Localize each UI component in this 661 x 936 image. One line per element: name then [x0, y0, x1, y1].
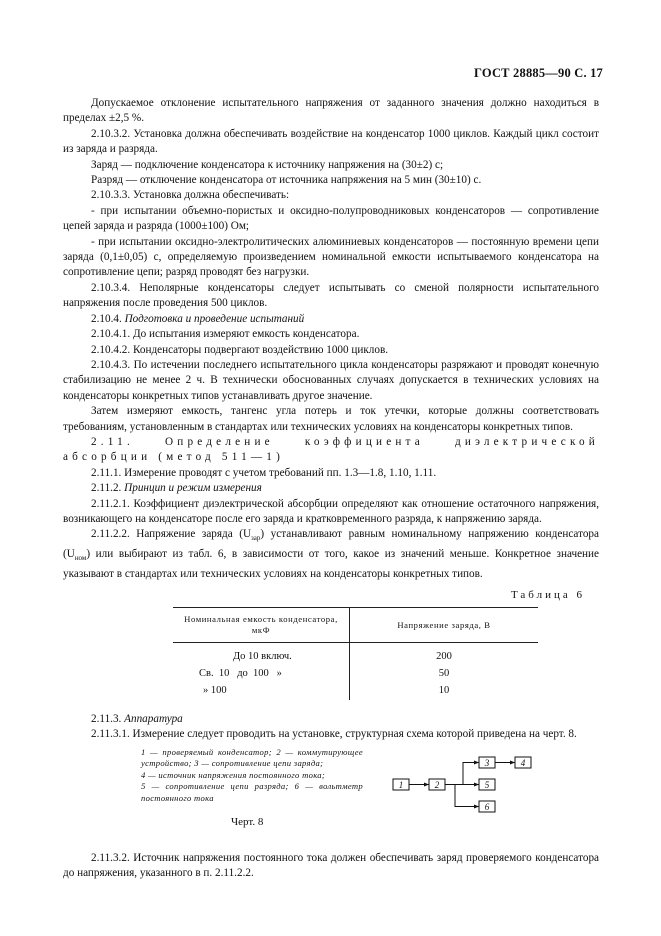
paragraph: 2.10.4.2. Конденсаторы подвергают воздействию 1000 циклов.: [91, 343, 389, 356]
legend-line: 4 — источник напряжения постоянного тока;: [141, 769, 326, 780]
section-title: Подготовка и проведение испытаний: [124, 312, 305, 325]
table-cell: » 100: [173, 682, 350, 699]
block-diagram: [391, 753, 541, 823]
block-label: 6: [484, 801, 490, 812]
section-heading: 2.11. Определение коэффициента диэлектрической абсорбции (метод 511—1): [63, 435, 599, 464]
paragraph: 2.10.3.3. Установка должна обеспечивать:: [91, 189, 290, 202]
figure-legend: [141, 747, 363, 805]
section-title: Аппаратура: [124, 712, 183, 725]
paragraph: 2.10.3.2. Установка должна обеспечивать воздействие на конденсатор 1000 циклов. Каждый цикл состоит из заряда и разряда.: [63, 127, 599, 156]
section-number: 2.11.2.: [91, 482, 125, 495]
text-run: 2.11.2.2. Напряжение заряда (U: [91, 528, 252, 541]
table-cell: 200: [436, 650, 452, 662]
table-cell: 50: [438, 667, 450, 679]
table-6: [173, 607, 538, 699]
table-row: [173, 643, 538, 665]
paragraph: 2.11.3.1. Измерение следует проводить на установке, структурная схема которой приведена на черт. 8.: [91, 728, 577, 741]
section-heading: [63, 481, 599, 496]
table-row: [173, 665, 538, 682]
subscript: ном: [74, 554, 87, 563]
section-title: Принцип и режим измерения: [124, 482, 262, 495]
table-header: Напряжение заряда, В: [350, 608, 539, 643]
text-run: ) устанавливают равным номинальному напряжению конденсатора (U: [63, 528, 599, 561]
paragraph: 2.10.3.4. Неполярные конденсаторы следует испытывать со сменой полярности испытательного напряжения после проведения 500 циклов.: [63, 281, 599, 310]
paragraph: 2.10.4.1. До испытания измеряют емкость конденсатора.: [91, 328, 360, 341]
table-header: Номинальная емкость конденсатора, мкФ: [173, 608, 350, 643]
paragraph: 2.10.4.3. По истечении последнего испытательного цикла конденсаторы разряжают и проводят конечную стабилизацию не менее 2 ч. В технически обоснованных случаях допускается в технических условиях на конденсаторы конкретных типов устанавливать другое значение.: [63, 358, 599, 402]
figure-8: [63, 747, 599, 837]
legend-line: 5 — сопротивление цепи разряда; 6 — вольтметр постоянного тока: [141, 781, 363, 803]
section-heading: [63, 712, 599, 727]
figure-caption: Черт. 8: [231, 815, 264, 828]
paragraph: 2.11.1. Измерение проводят с учетом требований пп. 1.3—1.8, 1.10, 1.11.: [91, 466, 437, 479]
paragraph: Разряд — отключение конденсатора от источника напряжения на 5 мин (30±10) с.: [91, 174, 482, 187]
paragraph: Заряд — подключение конденсатора к источнику напряжения на (30±2) с;: [91, 158, 444, 171]
table-row: [173, 682, 538, 699]
legend-line: 1 — проверяемый конденсатор; 2 — коммутирующее устройство; 3 — сопротивление цепи заряда;: [141, 746, 363, 769]
block-label: 4: [520, 757, 526, 768]
paragraph: 2.11.2.1. Коэффициент диэлектрической абсорбции определяют как отношение остаточного напряжения, возникающего на конденсаторе после его заряда и кратковременного разряда, к напряжению заряда.: [63, 497, 599, 525]
paragraph: Допускаемое отклонение испытательного напряжения от заданного значения должно находиться в пределах ±2,5 %.: [63, 97, 599, 125]
block-label: 5: [484, 779, 490, 790]
section-number: 2.10.4.: [91, 312, 125, 325]
table-caption: Таблица 6: [510, 589, 585, 602]
table-cell: Св. 10 до 100 »: [173, 665, 350, 682]
table-cell: 10: [438, 685, 450, 697]
paragraph: [63, 527, 599, 582]
paragraph: 2.11.3.2. Источник напряжения постоянного тока должен обеспечивать заряд проверяемого конденсатора до напряжения, указанного в п. 2.11.2.2.: [63, 851, 599, 879]
section-number: 2.11.3.: [91, 712, 125, 725]
paragraph: Затем измеряют емкость, тангенс угла потерь и ток утечки, которые должны соответствовать требованиям, установленным в стандартах или технических условиях на конденсаторы конкретных типов.: [63, 405, 599, 433]
block-label: 1: [398, 779, 404, 790]
paragraph: - при испытании объемно-пористых и оксидно-полупроводниковых конденсаторов — сопротивление цепей заряда и разряда (1000±100) Ом;: [63, 204, 599, 233]
document-body: [63, 96, 599, 881]
block-label: 2: [434, 779, 440, 790]
subscript: зар: [251, 534, 261, 543]
section-heading: [63, 312, 599, 327]
page-header: ГОСТ 28885—90 С. 17: [474, 66, 603, 80]
text-run: ) или выбирают из табл. 6, в зависимости от того, какое из значений меньше. Конкретное значение указывают в стандартах или технических условиях на конденсаторы конкретных типов.: [63, 548, 599, 580]
block-label: 3: [484, 757, 490, 768]
paragraph: - при испытании оксидно-электролитических алюминиевых конденсаторов — постоянную времени цепи заряда (0,1±0,05) с, определяемую произведением номинальной емкости испытываемого конденсатора на сопротивление цепи; разряд проводят без нагрузки.: [63, 235, 599, 279]
table-cell: До 10 включ.: [173, 643, 350, 665]
